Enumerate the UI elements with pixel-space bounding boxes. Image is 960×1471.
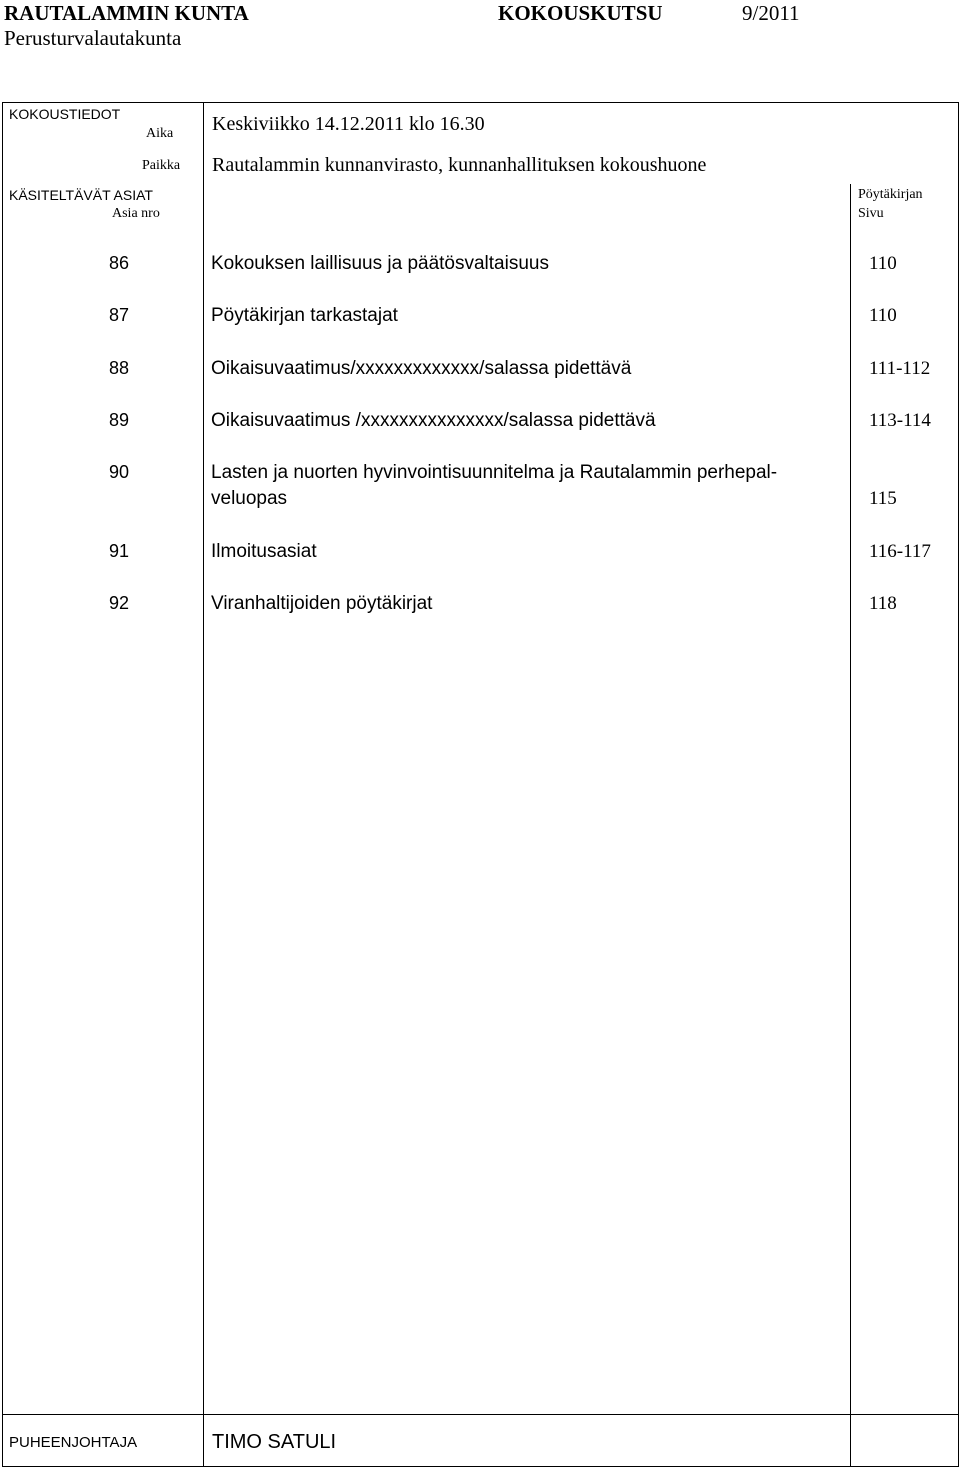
item-title: Pöytäkirjan tarkastajat <box>211 305 398 326</box>
page-column-sublabel: Sivu <box>858 206 884 221</box>
item-page: 110 <box>869 253 897 274</box>
meeting-info-heading: KOKOUSTIEDOT <box>9 106 121 122</box>
item-title: Kokouksen laillisuus ja päätösvaltaisuus <box>211 253 549 274</box>
item-title: Oikaisuvaatimus /xxxxxxxxxxxxxxx/salassa pidettävä <box>211 410 656 431</box>
item-page: 113-114 <box>869 410 931 431</box>
item-title: Viranhaltijoiden pöytäkirjat <box>211 593 433 614</box>
chair-label: PUHEENJOHTAJA <box>9 1434 138 1451</box>
time-value: Keskiviikko 14.12.2011 klo 16.30 <box>212 113 485 135</box>
item-number: 87 <box>108 305 129 325</box>
place-value: Rautalammin kunnanvirasto, kunnanhallituksen kokoushuone <box>212 154 707 176</box>
item-page: 111-112 <box>869 358 931 379</box>
number-column-label: Asia nro <box>112 206 160 221</box>
item-number: 92 <box>108 593 129 613</box>
item-title: Ilmoitusasiat <box>211 541 317 562</box>
item-number: 86 <box>108 253 129 273</box>
item-number: 90 <box>108 462 129 482</box>
time-label: Aika <box>146 126 174 141</box>
item-page: 118 <box>869 593 897 614</box>
page-column-label: Pöytäkirjan <box>858 187 923 202</box>
board-name: Perusturvalautakunta <box>4 26 182 50</box>
document-type: KOKOUSKUTSU <box>498 1 663 25</box>
organization-name: RAUTALAMMIN KUNTA <box>4 1 249 25</box>
item-title-continuation: veluopas <box>211 488 288 509</box>
item-number: 91 <box>108 541 129 561</box>
item-page: 115 <box>869 488 897 509</box>
chair-name: TIMO SATULI <box>212 1431 337 1453</box>
agenda-heading: KÄSITELTÄVÄT ASIAT <box>9 187 153 203</box>
item-page: 116-117 <box>869 541 931 562</box>
item-number: 88 <box>108 358 129 378</box>
item-title: Lasten ja nuorten hyvinvointisuunnitelma ja Rautalammin perhepal- <box>211 462 778 483</box>
item-page: 110 <box>869 305 897 326</box>
item-number: 89 <box>108 410 129 430</box>
item-title: Oikaisuvaatimus/xxxxxxxxxxxxx/salassa pidettävä <box>211 358 632 379</box>
document-number: 9/2011 <box>742 1 800 25</box>
place-label: Paikka <box>142 158 181 173</box>
